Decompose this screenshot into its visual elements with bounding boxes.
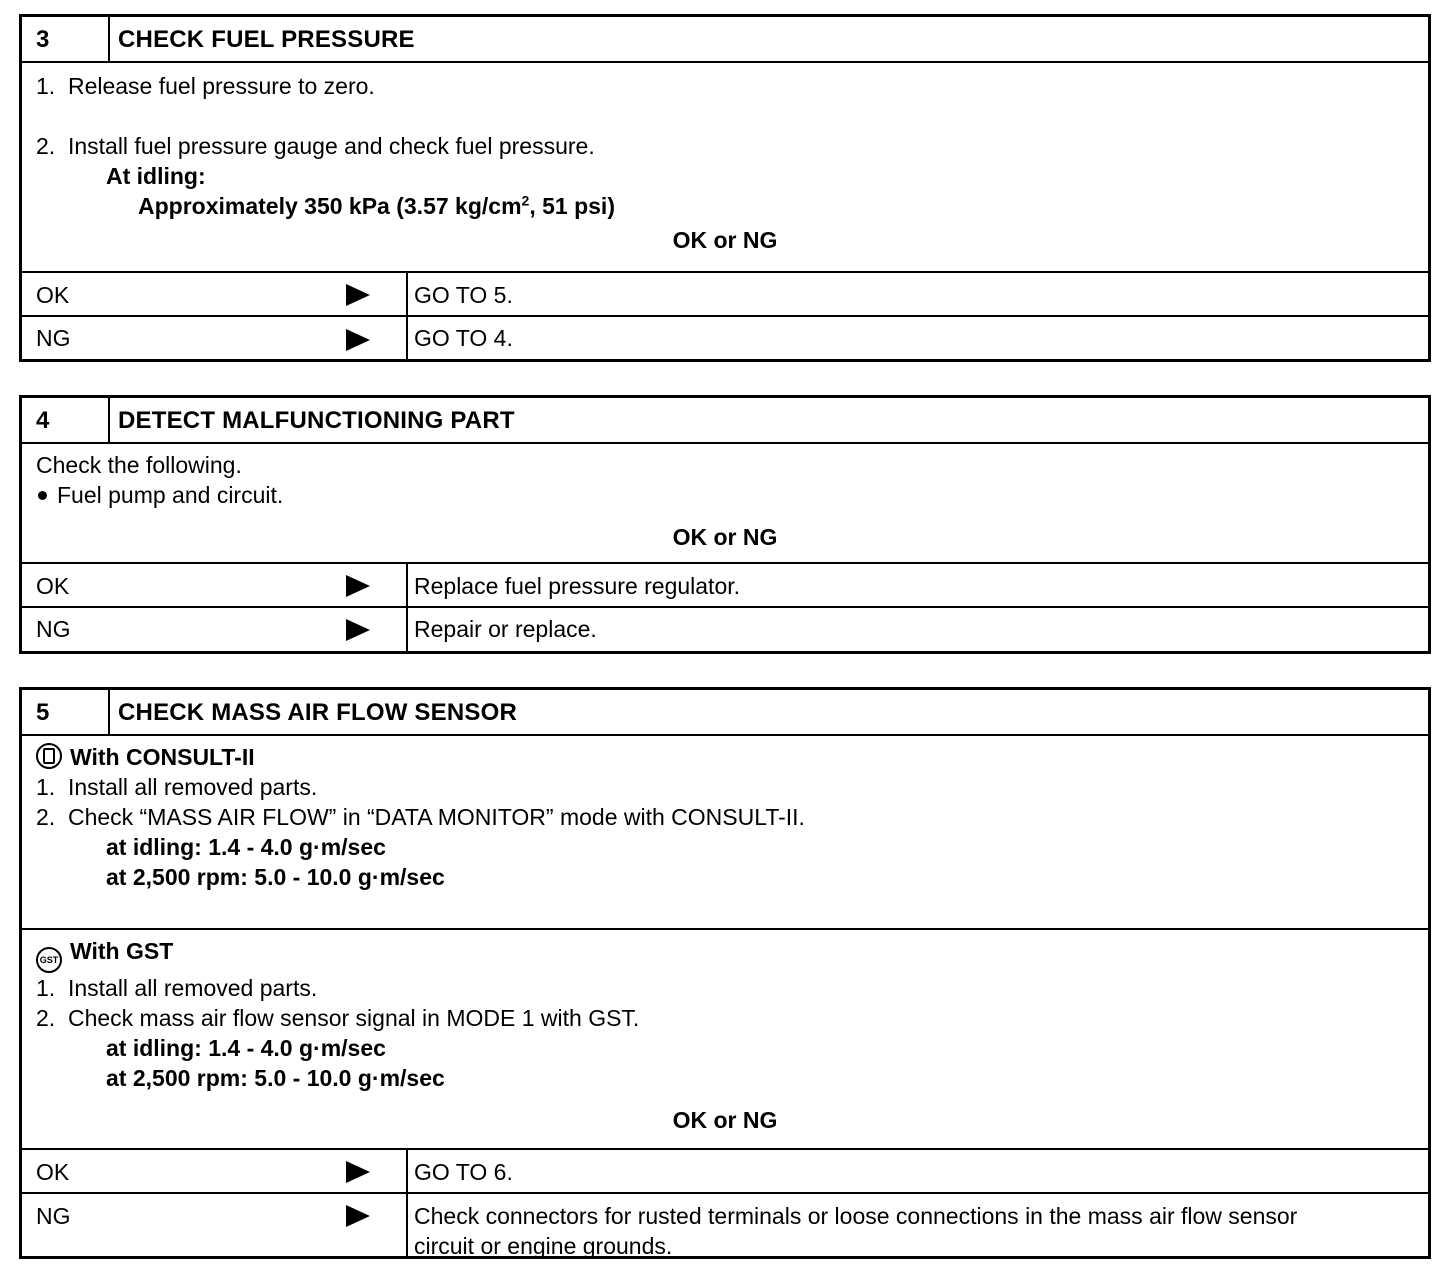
arrow-right-icon (346, 1161, 370, 1183)
step-number: 5 (22, 690, 110, 734)
result-row-ok (22, 564, 1428, 608)
result-label: NG (22, 1194, 408, 1256)
instruction-line: 1. Release fuel pressure to zero. (36, 73, 375, 99)
result-row-ng (22, 317, 1428, 359)
step-header (22, 398, 1428, 444)
ok-or-ng-label: OK or NG (672, 524, 778, 550)
instruction-line: Check the following. (36, 452, 242, 478)
arrow-right-icon (346, 575, 370, 597)
step-header (22, 690, 1428, 736)
consult-tool-icon (36, 743, 62, 769)
arrow-right-icon (346, 284, 370, 306)
spec-value: at idling: 1.4 - 4.0 g·m/sec (106, 834, 386, 860)
step-body (22, 63, 1428, 273)
result-row-ng (22, 1194, 1428, 1259)
step-number: 4 (22, 398, 110, 442)
result-action: Repair or replace. (414, 616, 597, 642)
step-5-block (19, 687, 1431, 1259)
step-body (22, 444, 1428, 564)
bullet-icon (38, 491, 47, 500)
result-label: NG (22, 608, 408, 651)
bullet-item: Fuel pump and circuit. (36, 480, 1414, 510)
result-action: Check connectors for rusted terminals or loose connections in the mass air flow sensor circuit or engine grounds. (414, 1203, 1298, 1259)
instruction-line: 1. Install all removed parts. (36, 774, 318, 800)
spec-value: at 2,500 rpm: 5.0 - 10.0 g·m/sec (106, 1065, 445, 1091)
ok-or-ng-label: OK or NG (672, 227, 778, 253)
gst-section (22, 930, 1428, 1150)
instruction-line: 2. Check mass air flow sensor signal in MODE 1 with GST. (36, 1005, 640, 1031)
spec-value: at 2,500 rpm: 5.0 - 10.0 g·m/sec (106, 864, 445, 890)
result-label: OK (22, 564, 408, 606)
result-label: OK (22, 1150, 408, 1192)
consult-section (22, 736, 1428, 930)
spec-value: at idling: 1.4 - 4.0 g·m/sec (106, 1035, 386, 1061)
step-3-block (19, 14, 1431, 362)
arrow-right-icon (346, 329, 370, 351)
step-header (22, 17, 1428, 63)
step-4-block (19, 395, 1431, 654)
result-label: NG (22, 317, 408, 359)
result-row-ng (22, 608, 1428, 651)
gst-heading: GST With GST (36, 936, 1414, 973)
instruction-line: 2. Install fuel pressure gauge and check fuel pressure. (36, 133, 595, 159)
step-title: CHECK FUEL PRESSURE (118, 26, 415, 53)
instruction-line: 2. Check “MASS AIR FLOW” in “DATA MONITOR” mode with CONSULT-II. (36, 804, 805, 830)
result-label: OK (22, 273, 408, 315)
arrow-right-icon (346, 619, 370, 641)
result-row-ok (22, 273, 1428, 317)
result-action: Replace fuel pressure regulator. (414, 573, 741, 599)
step-title: DETECT MALFUNCTIONING PART (118, 407, 515, 434)
arrow-right-icon (346, 1205, 370, 1227)
result-action: GO TO 5. (414, 282, 513, 308)
result-action: GO TO 6. (414, 1159, 513, 1185)
gst-tool-icon: GST (36, 947, 62, 973)
result-row-ok (22, 1150, 1428, 1194)
ok-or-ng-label: OK or NG (672, 1107, 778, 1133)
spec-value: Approximately 350 kPa (3.57 $kg/cm^2$, 51 psi) (138, 192, 615, 219)
result-action: GO TO 4. (414, 325, 513, 351)
step-title: CHECK MASS AIR FLOW SENSOR (118, 699, 517, 726)
consult-heading: With CONSULT-II (36, 742, 1414, 772)
instruction-line: 1. Install all removed parts. (36, 975, 318, 1001)
condition-label: At idling: (106, 163, 206, 189)
step-number: 3 (22, 17, 110, 61)
